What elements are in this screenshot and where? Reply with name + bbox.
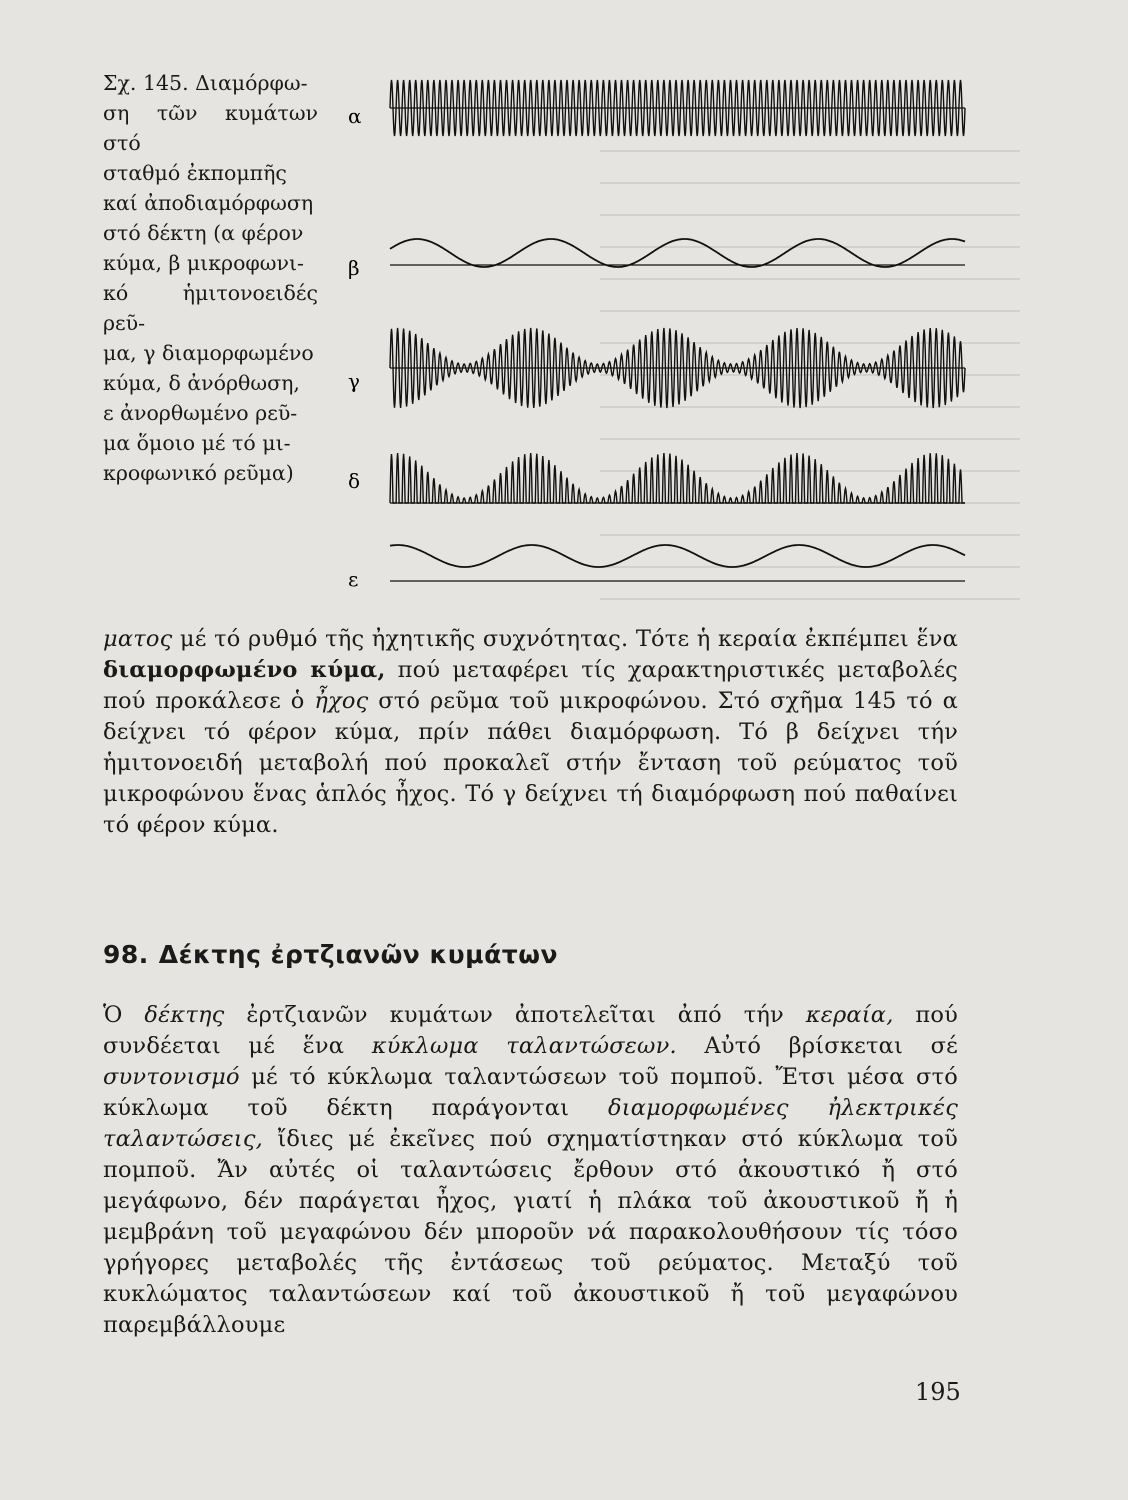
text-run: πού μεταφέρει τίς χαρακτηριστικές μεταβολές πού προκάλεσε ὁ: [103, 657, 958, 714]
text-italic: δέκτης: [144, 1002, 225, 1028]
text-italic: ἦχος: [314, 688, 369, 714]
label-epsilon: ε: [348, 567, 359, 591]
text-italic: διαμορφωμένες ἠλεκτρικές ταλαντώσεις,: [103, 1095, 958, 1152]
text-italic: κεραία,: [805, 1002, 894, 1028]
text-run: μέ τό κύκλωμα ταλαντώσεων τοῦ πομποῦ. Ἔτσι μέσα στό κύκλωμα τοῦ δέκτη παράγονται: [103, 1064, 958, 1121]
label-delta: δ: [348, 469, 361, 493]
text-italic: κύκλωμα ταλαντώσεων.: [371, 1033, 677, 1059]
rectified-signal-e: [390, 545, 965, 581]
paragraph-modulation: [103, 624, 958, 841]
label-gamma: γ: [348, 369, 360, 393]
section-title: Δέκτης ἐρτζιανῶν κυμάτων: [158, 940, 558, 969]
rectified-wave-d: [390, 453, 965, 503]
paragraph-receiver: [103, 1000, 958, 1341]
page-number: 195: [915, 1378, 961, 1406]
figure-caption: Σχ. 145. Διαμόρφω- ση τῶν κυμάτων στό σταθμό ἐκπομπῆς καί ἀποδιαμόρφωση στό δέκτη (α φέρον κύμα, β μικροφωνι- κό ἡμιτονοειδές ρεῦ- μα, γ διαμορφωμένο κύμα, δ ἀνόρθωση, ε ἀνορθωμένο ρεῦ- μα ὅμοιο μέ τό μι- κροφωνικό ρεῦμα): [103, 71, 318, 485]
text-run: ἐρτζιανῶν κυμάτων ἀποτελεῖται ἀπό τήν: [224, 1002, 806, 1028]
modulation-figure: [340, 68, 980, 628]
text-run: στό ρεῦμα τοῦ μικροφώνου. Στό σχῆμα 145 τό α δείχνει τό φέρον κύμα, πρίν πάθει διαμόρφωση. Τό β δείχνει τήν ἡμιτονοειδή μεταβολή πού προκαλεῖ στήν ἔνταση τοῦ ρεύματος τοῦ μικροφώνου ἕνας ἁπλός ἦχος. Τό γ δείχνει τή διαμόρφωση πού παθαίνει τό φέρον κύμα.: [103, 688, 958, 838]
text-run: Ὁ: [103, 1002, 145, 1028]
modulated-wave-g: [390, 328, 965, 408]
label-beta: β: [348, 256, 360, 280]
label-alpha: α: [348, 104, 362, 128]
text-run: μέ τό ρυθμό τῆς ἠχητικῆς συχνότητας. Τότε ἡ κεραία ἐκπέμπει ἕνα: [172, 626, 958, 652]
sine-wave-b: [390, 239, 965, 267]
carrier-wave-a: [390, 80, 965, 136]
text-run: ἴδιες μέ ἐκεῖνες πού σχηματίστηκαν στό κύκλωμα τοῦ πομποῦ. Ἄν αὐτές οἱ ταλαντώσεις ἔρθουν στό ἀκουστικό ἤ στό μεγάφωνο, δέν παράγεται ἦχος, γιατί ἡ πλάκα τοῦ ἀκουστικοῦ ἤ ἡ μεμβράνη τοῦ μεγαφώνου δέν μποροῦν νά παρακολουθήσουν τίς τόσο γρήγορες μεταβολές τῆς ἐντάσεως τοῦ ρεύματος. Μεταξύ τοῦ κυκλώματος ταλαντώσεων καί τοῦ ἀκουστικοῦ ἤ τοῦ μεγαφώνου παρεμβάλλουμε: [103, 1126, 958, 1338]
text-run: Αὐτό βρίσκεται σέ: [676, 1033, 959, 1059]
section-heading: [103, 940, 558, 969]
section-number: 98.: [103, 940, 149, 969]
text-bold: διαμορφωμένο κύμα,: [103, 657, 386, 683]
text-run: πού συνδέεται μέ ἕνα: [103, 1002, 959, 1059]
text-italic: συντονισμό: [103, 1064, 240, 1090]
text-italic: ματος: [103, 626, 173, 652]
